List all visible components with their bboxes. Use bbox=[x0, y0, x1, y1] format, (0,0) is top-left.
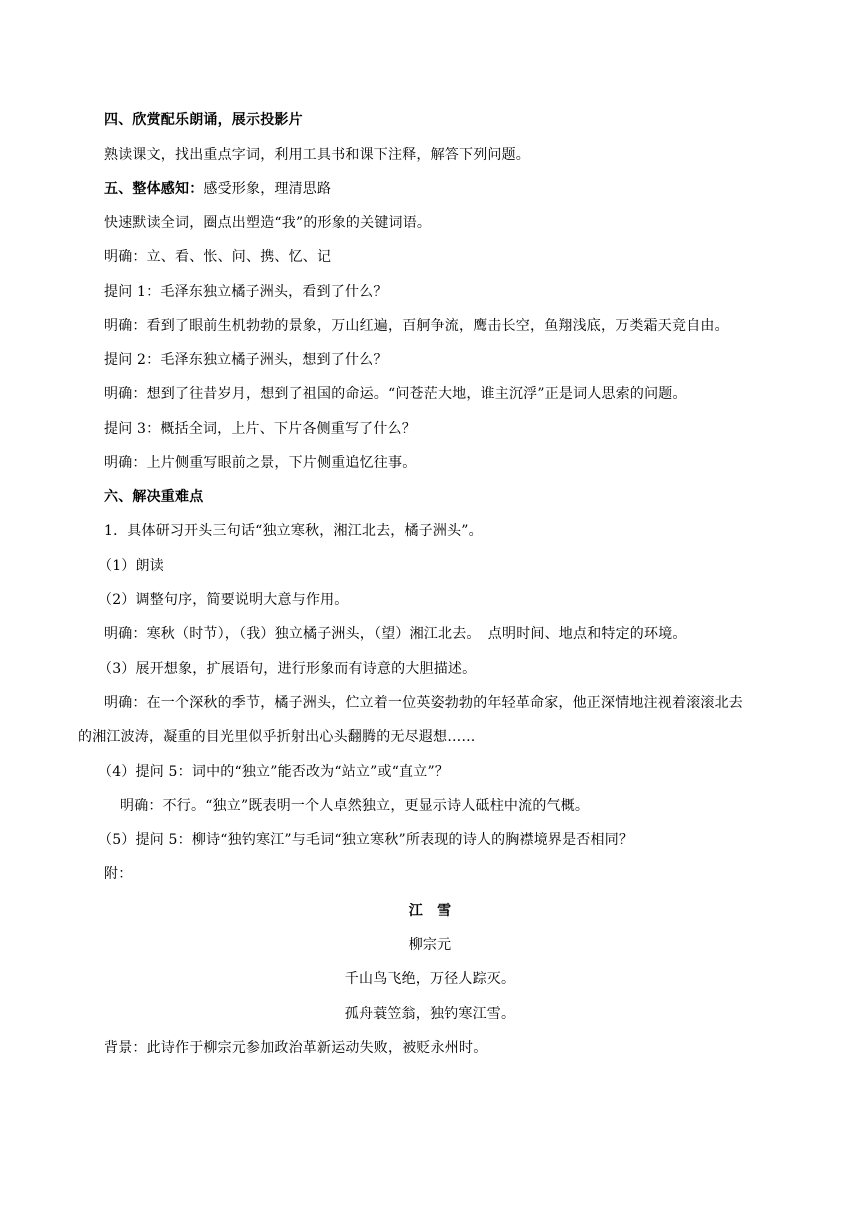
study-item-1-2-answer: 明确：寒秋（时节），（我）独立橘子洲头，（望）湘江北去。 点明时间、地点和特定的环境。 bbox=[104, 626, 687, 642]
question-1: 提问 1：毛泽东独立橘子洲头，看到了什么？ bbox=[104, 284, 388, 300]
appendix-label: 附： bbox=[104, 866, 133, 882]
poem-title: 江 雪 bbox=[408, 903, 452, 919]
paragraph-quick-read: 快速默读全词，圈点出塑造“我”的形象的关键词语。 bbox=[104, 215, 432, 231]
study-item-1-5: （5）提问 5：柳诗“独钓寒江”与毛词“独立寒秋”所表现的诗人的胸襟境界是否相同？ bbox=[98, 832, 634, 848]
study-item-1-3: （3）展开想象，扩展语句，进行形象而有诗意的大胆描述。 bbox=[98, 661, 477, 677]
study-item-1-4: （4）提问 5：词中的“独立”能否改为“站立”或“直立”？ bbox=[98, 764, 450, 780]
paragraph-keywords: 明确：立、看、怅、问、携、忆、记 bbox=[104, 249, 332, 265]
poem-line-1: 千山鸟飞绝，万径人踪灭。 bbox=[344, 971, 516, 987]
question-3: 提问 3：概括全词，上片、下片各侧重写了什么？ bbox=[104, 421, 416, 437]
poem-author: 柳宗元 bbox=[408, 937, 452, 953]
question-2: 提问 2：毛泽东独立橘子洲头，想到了什么？ bbox=[104, 352, 388, 368]
section-6-heading: 六、解决重难点 bbox=[104, 489, 204, 505]
study-item-1: 1．具体研习开头三句话“独立寒秋，湘江北去，橘子洲头”。 bbox=[104, 523, 483, 539]
section-5-heading bbox=[104, 179, 331, 199]
answer-1: 明确：看到了眼前生机勃勃的景象，万山红遍，百舸争流，鹰击长空，鱼翔浅底，万类霜天竞自由。 bbox=[104, 318, 729, 334]
section-4-heading: 四、欣赏配乐朗诵，展示投影片 bbox=[104, 112, 303, 128]
study-item-1-1: （1）朗读 bbox=[98, 558, 164, 574]
answer-3: 明确：上片侧重写眼前之景，下片侧重追忆往事。 bbox=[104, 455, 417, 471]
section-5-heading-rest: 感受形象，理清思路 bbox=[203, 181, 332, 197]
section-5-heading-bold: 五、整体感知： bbox=[104, 181, 204, 197]
answer-2: 明确：想到了往昔岁月，想到了祖国的命运。“问苍茫大地，谁主沉浮”正是词人思索的问题。 bbox=[104, 386, 687, 402]
poem-line-2: 孤舟蓑笠翁，独钓寒江雪。 bbox=[344, 1006, 516, 1022]
study-item-1-3-answer-line-1: 明确：在一个深秋的季节，橘子洲头，伫立着一位英姿勃勃的年轻革命家，他正深情地注视着滚滚北去 bbox=[104, 695, 743, 711]
study-item-1-3-answer-line-2: 的湘江波涛，凝重的目光里似乎折射出心头翻腾的无尽遐想…… bbox=[78, 729, 476, 745]
section-4-text: 熟读课文，找出重点字词，利用工具书和课下注释，解答下列问题。 bbox=[104, 147, 530, 163]
poem-background: 背景：此诗作于柳宗元参加政治革新运动失败，被贬永州时。 bbox=[104, 1040, 488, 1056]
study-item-1-2: （2）调整句序，简要说明大意与作用。 bbox=[98, 592, 349, 608]
study-item-1-4-answer: 明确：不行。“独立”既表明一个人卓然独立，更显示诗人砥柱中流的气概。 bbox=[120, 798, 590, 814]
